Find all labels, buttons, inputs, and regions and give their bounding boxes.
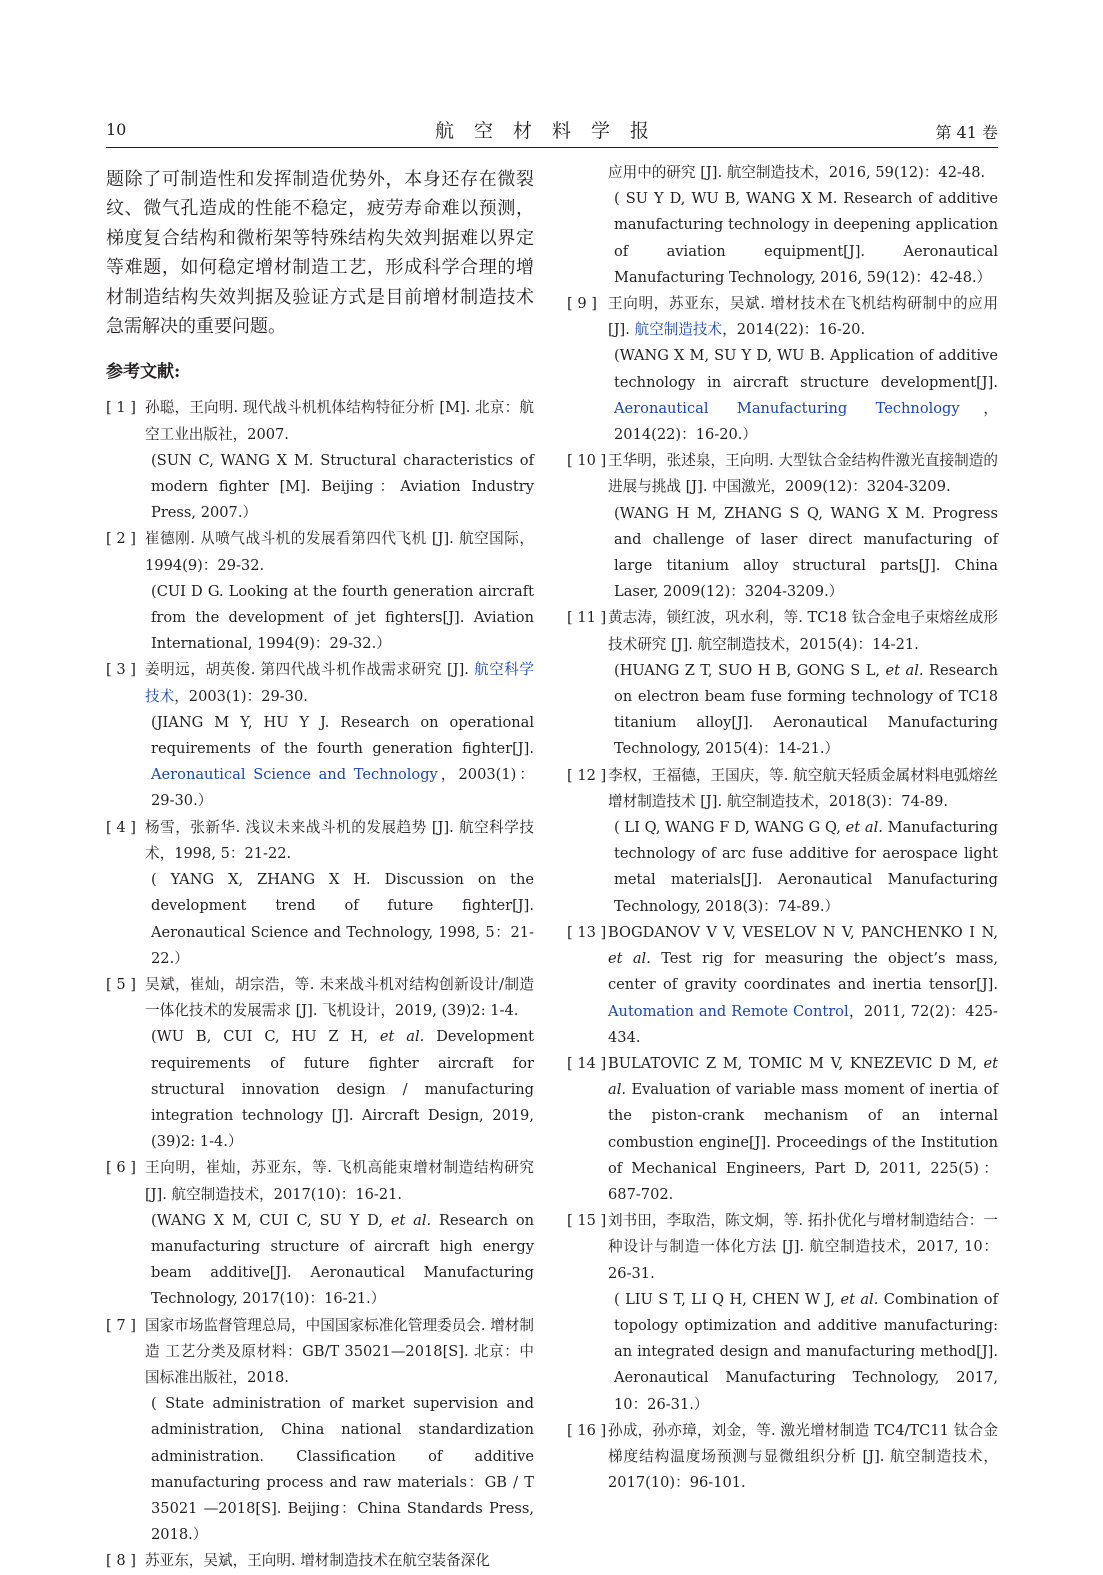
reference-en: ( LI Q, WANG F D, WANG G Q, et al. Manufacturing technology of arc fuse additive for aerospace light metal materials[J]. Aeronautical Manufacturing Technology, 2018(3)：74-89.） — [614, 819, 998, 915]
journal-link[interactable]: Automation and Remote Control — [608, 1002, 849, 1020]
reference-zh: 李权，王福德，王国庆，等. 航空航天轻质金属材料电弧熔丝增材制造技术 [J]. 航空制造技术，2018(3)：74-89. — [608, 766, 998, 810]
reference-index: [ 15 ] — [567, 1212, 607, 1230]
reference-index: [ 12 ] — [567, 766, 607, 784]
reference-zh: 王华明，张述泉，王向明. 大型钛合金结构件激光直接制造的进展与挑战 [J]. 中国激光，2009(12)：3204-3209. — [608, 452, 998, 496]
reference-8-continuation — [567, 160, 998, 291]
reference-en: (WANG X M, CUI C, SU Y D, et al. Research on manufacturing structure of aircraft high energy beam additive[J]. Aeronautical Manufacturing Technology, 2017(10)：16-21.） — [151, 1211, 534, 1308]
reference-index: [ 10 ] — [567, 452, 607, 470]
reference-index: [ 1 ] — [106, 399, 136, 417]
reference-8 — [106, 1548, 534, 1574]
reference-index: [ 5 ] — [106, 975, 136, 993]
reference-en: BOGDANOV V V, VESELOV N V, PANCHENKO I N, et al. Test rig for measuring the object’s mass, center of gravity coordinates and inertia tensor[J]. Automation and Remote Control，2011, 72(2)：425-434. — [608, 923, 998, 1046]
reference-zh: 黄志涛，锁红波，巩水利，等. TC18 钛合金电子束熔丝成形技术研究 [J]. 航空制造技术，2015(4)：14-21. — [608, 609, 998, 653]
reference-index: [ 8 ] — [106, 1552, 136, 1570]
reference-index: [ 14 ] — [567, 1054, 607, 1072]
journal-link[interactable]: 航空制造技术 — [634, 321, 723, 339]
reference-zh: 应用中的研究 [J]. 航空制造技术，2016, 59(12)：42-48. — [608, 164, 986, 181]
reference-en: (WU B, CUI C, HU Z H, et al. Development requirements of future fighter aircraft for structural innovation design / manufacturing integration technology [J]. Aircraft Design, 2019, (39)2: 1-4.） — [151, 1028, 534, 1151]
reference-12 — [567, 763, 998, 920]
reference-5 — [106, 972, 534, 1155]
reference-index: [ 7 ] — [106, 1316, 136, 1334]
reference-zh: 吴斌，崔灿，胡宗浩，等. 未来战斗机对结构创新设计/制造一体化技术的发展需求 [J]. 飞机设计，2019, (39)2: 1-4. — [145, 975, 534, 1020]
reference-index: [ 2 ] — [106, 530, 136, 548]
reference-zh: 孙聪，王向明. 现代战斗机机体结构特征分析 [M]. 北京：航空工业出版社，2007. — [145, 399, 534, 443]
reference-6 — [106, 1155, 534, 1312]
reference-index: [ 11 ] — [567, 609, 607, 627]
reference-3 — [106, 657, 534, 814]
reference-zh: 崔德刚. 从喷气战斗机的发展看第四代飞机 [J]. 航空国际，1994(9)：29-32. — [145, 530, 534, 574]
reference-9 — [567, 291, 998, 448]
reference-en: BULATOVIC Z M, TOMIC M V, KNEZEVIC D M, et al. Evaluation of variable mass moment of inertia of the piston-crank mechanism of an internal combustion engine[J]. Proceedings of the Institution of Mechanical Engineers, Part D, 2011, 225(5)：687-702. — [608, 1054, 998, 1203]
reference-en: ( LIU S T, LI Q H, CHEN W J, et al. Combination of topology optimization and additive manufacturing: an integrated design and manufacturing method[J]. Aeronautical Manufacturing Technology, 2017, 10：26-31.） — [614, 1290, 998, 1413]
reference-index: [ 13 ] — [567, 923, 607, 941]
body-paragraph: 题除了可制造性和发挥制造优势外，本身还存在微裂纹、微气孔造成的性能不稳定，疲劳寿命难以预测，梯度复合结构和微桁架等特殊结构失效判据难以界定等难题，如何稳定增材制造工艺，形成科学合理的增材制造结构失效判据及验证方式是目前增材制造技术急需解决的重要问题。 — [106, 169, 534, 338]
journal-title: 航空材料学报 — [434, 120, 669, 142]
reference-2 — [106, 526, 534, 657]
reference-zh: 孙成，孙亦璋，刘金，等. 激光增材制造 TC4/TC11 钛合金梯度结构温度场预测与显微组织分析 [J]. 航空制造技术，2017(10)：96-101. — [608, 1421, 998, 1492]
reference-7 — [106, 1313, 534, 1549]
reference-4 — [106, 815, 534, 972]
references-heading: 参考文献: — [106, 362, 181, 383]
reference-10 — [567, 448, 998, 605]
journal-link[interactable]: Aeronautical Science and Technology — [151, 766, 438, 784]
page-number: 10 — [106, 120, 127, 139]
reference-index: [ 6 ] — [106, 1159, 136, 1177]
reference-index: [ 9 ] — [567, 295, 597, 313]
reference-zh: 王向明，崔灿，苏亚东，等. 飞机高能束增材制造结构研究 [J]. 航空制造技术，2017(10)：16-21. — [145, 1159, 534, 1203]
left-column — [106, 160, 534, 1575]
journal-link[interactable]: Aeronautical Manufacturing Technology — [614, 399, 960, 417]
reference-index: [ 3 ] — [106, 661, 136, 679]
reference-14 — [567, 1051, 998, 1208]
right-column — [567, 160, 998, 1496]
reference-index: [ 4 ] — [106, 818, 136, 836]
reference-index: [ 16 ] — [567, 1421, 607, 1439]
reference-15 — [567, 1208, 998, 1418]
reference-en: (WANG H M, ZHANG S Q, WANG X M. Progress and challenge of laser direct manufacturing of large titanium alloy structural parts[J]. China Laser, 2009(12)：3204-3209.） — [614, 504, 998, 601]
reference-en: (HUANG Z T, SUO H B, GONG S L, et al. Research on electron beam fuse forming technology of TC18 titanium alloy[J]. Aeronautical Manufacturing Technology, 2015(4)：14-21.） — [614, 661, 998, 758]
reference-en: ( YANG X, ZHANG X H. Discussion on the development trend of future fighter[J]. Aeronautical Science and Technology, 1998, 5：21-22.） — [151, 871, 534, 967]
reference-zh: 国家市场监督管理总局，中国国家标准化管理委员会. 增材制造 工艺分类及原材料：GB/T 35021—2018[S]. 北京：中国标准出版社，2018. — [145, 1316, 534, 1386]
reference-en: (CUI D G. Looking at the fourth generation aircraft from the development of jet fighters[J]. Aviation International, 1994(9)：29-32.） — [151, 582, 534, 653]
reference-zh: 苏亚东，吴斌，王向明. 增材制造技术在航空装备深化 — [145, 1552, 490, 1570]
journal-link[interactable]: 航空科学技术 — [145, 661, 534, 705]
reference-en: ( SU Y D, WU B, WANG X M. Research of additive manufacturing technology in deepening application of aviation equipment[J]. Aeronautical Manufacturing Technology, 2016, 59(12)：42-48.） — [614, 190, 998, 286]
reference-en: (JIANG M Y, HU Y J. Research on operational requirements of the fourth generation fighter[J]. Aeronautical Science and Technology，2003(1)：29-30.） — [151, 713, 534, 810]
reference-en: (WANG X M, SU Y D, WU B. Application of additive technology in aircraft structure development[J]. Aeronautical Manufacturing Technology，2014(22)：16-20.） — [614, 347, 998, 444]
reference-en: (SUN C, WANG X M. Structural characteristics of modern fighter [M]. Beijing：Aviation Industry Press, 2007.） — [151, 451, 534, 522]
reference-11 — [567, 605, 998, 762]
volume-label: 第 41 卷 — [935, 123, 998, 142]
reference-13 — [567, 920, 998, 1051]
header-rule — [106, 147, 998, 148]
running-header — [106, 116, 998, 148]
reference-1 — [106, 395, 534, 526]
reference-16 — [567, 1418, 998, 1497]
reference-zh: 刘书田，李取浩，陈文炯，等. 拓扑优化与增材制造结合：一种设计与制造一体化方法 [J]. 航空制造技术，2017, 10：26-31. — [608, 1212, 998, 1282]
reference-en: ( State administration of market supervision and administration, China national standardization administration. Classification of additive manufacturing process and raw materials：GB / T 35021 —2018[S]. Beijing：China Standards Press, 2018.） — [151, 1395, 534, 1544]
reference-zh: 王向明，苏亚东，吴斌. 增材技术在飞机结构研制中的应用 [J]. 航空制造技术，2014(22)：16-20. — [608, 295, 998, 339]
reference-zh: 杨雪，张新华. 浅议未来战斗机的发展趋势 [J]. 航空科学技术，1998, 5：21-22. — [145, 818, 534, 862]
reference-zh: 姜明远，胡英俊. 第四代战斗机作战需求研究 [J]. 航空科学技术，2003(1)：29-30. — [145, 661, 534, 705]
